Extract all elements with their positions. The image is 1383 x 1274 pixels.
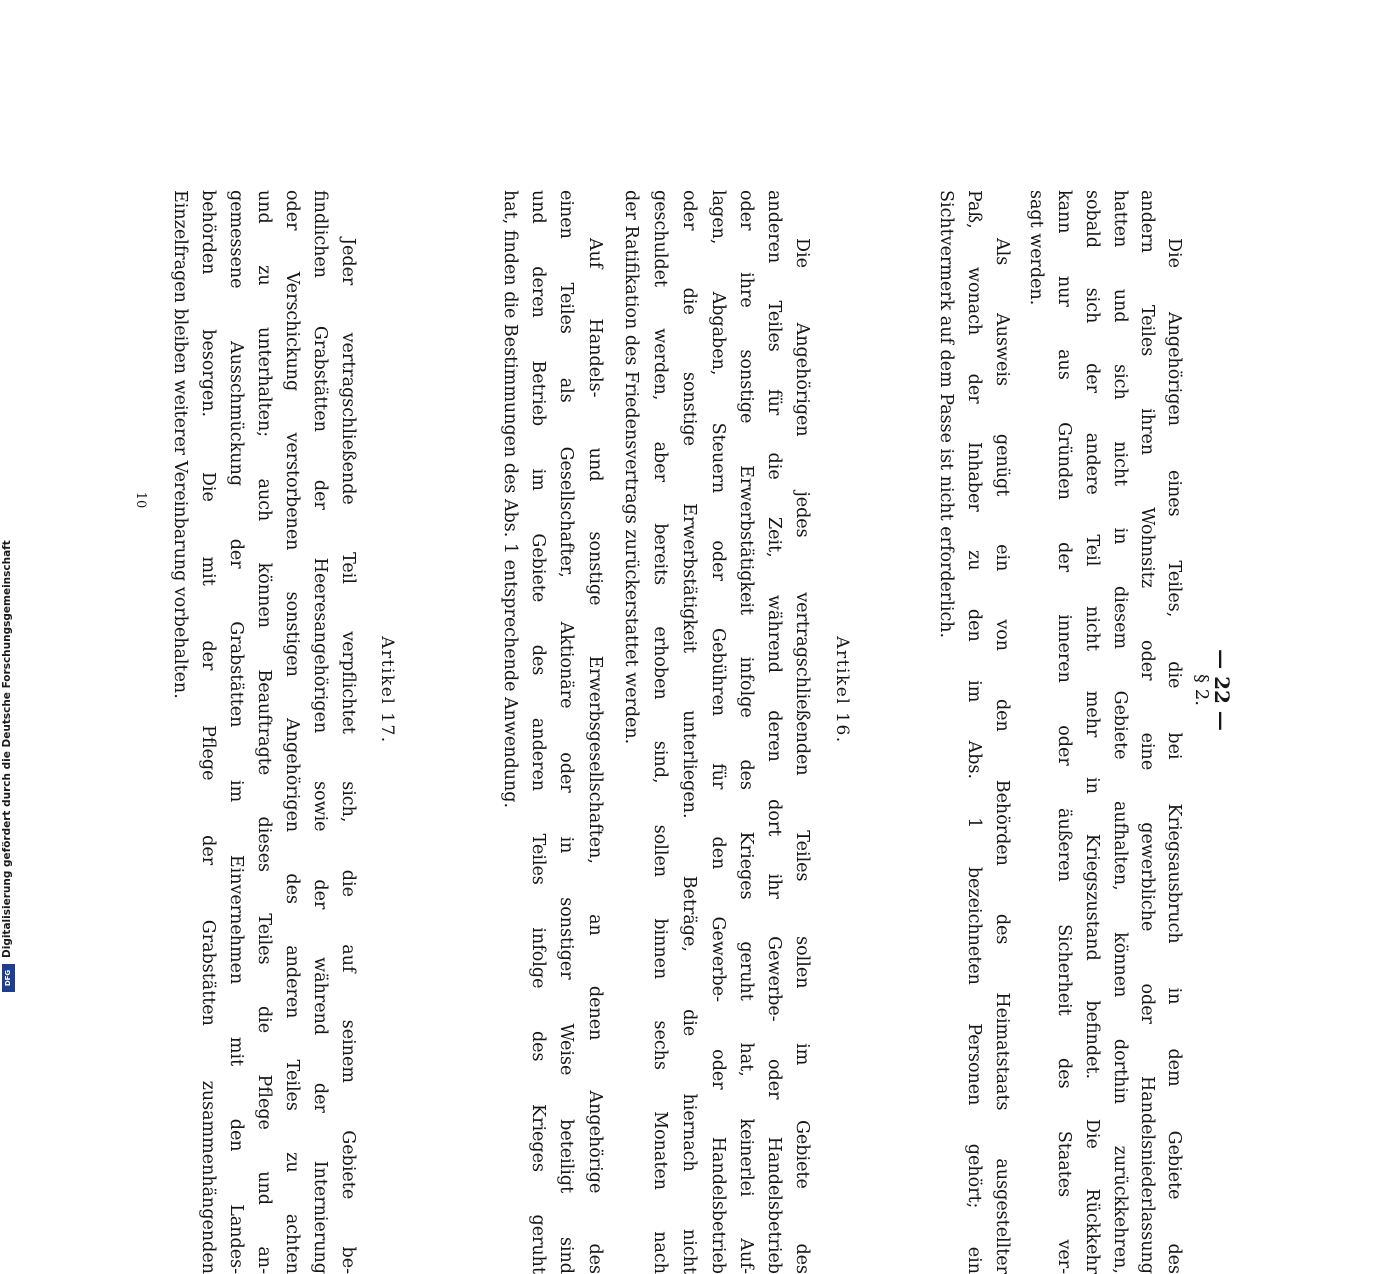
paragraph-line: geschuldet werden, aber bereits erhoben sind, sollen binnen sechs Monaten nach xyxy=(650,190,670,1274)
paragraph-line: Die Angehörigen jedes vertragschließenden Teiles sollen im Gebiete des xyxy=(792,238,812,1274)
paragraph-line: Einzelfragen bleiben weiterer Vereinbarung vorbehalten. xyxy=(170,190,190,699)
paragraph-line: Jeder vertragschließende Teil verpflichtet sich, die auf seinem Gebiete be- xyxy=(338,238,358,1274)
paragraph-line: einen Teiles als Gesellschafter, Aktionäre oder in sonstiger Weise beteiligt sind xyxy=(556,190,576,1274)
paragraph-line: gemessene Ausschmückung der Grabstätten im Einvernehmen mit den Landes- xyxy=(226,190,246,1274)
paragraph-line: andern Teiles ihren Wohnsitz oder eine gewerbliche oder Handelsniederlassung xyxy=(1137,190,1157,1274)
paragraph-line: oder ihre sonstige Erwerbstätigkeit infolge des Krieges geruht hat, keinerlei Auf- xyxy=(736,190,756,1274)
paragraph-line: anderen Teiles für die Zeit, während deren dort ihr Gewerbe- oder Handelsbetrieb xyxy=(764,190,784,1274)
paragraph-line: Auf Handels- und sonstige Erwerbsgesellschaften, an denen Angehörige des xyxy=(585,238,605,1274)
paragraph-line: hatten und sich nicht in diesem Gebiete aufhalten, können dorthin zurückkehren, xyxy=(1110,190,1130,1274)
paragraph-line: oder die sonstige Erwerbstätigkeit unterliegen. Beträge, die hiernach nicht xyxy=(679,190,699,1274)
paragraph-line: hat, finden die Bestimmungen des Abs. 1 entsprechende Anwendung. xyxy=(500,190,520,809)
paragraph-line: lagen, Abgaben, Steuern oder Gebühren für den Gewerbe- oder Handelsbetrieb xyxy=(708,190,728,1274)
dfg-logo: DFG xyxy=(2,964,15,992)
paragraph-line: kann nur aus Gründen der inneren oder äußeren Sicherheit des Staates ver- xyxy=(1054,190,1074,1274)
paragraph-line: Die Angehörigen eines Teiles, die bei Kriegsausbruch in dem Gebiete des xyxy=(1164,238,1184,1274)
paragraph-line: sagt werden. xyxy=(1026,190,1046,306)
article-heading: Artikel 17. xyxy=(377,636,397,744)
paragraph-line: der Ratifikation des Friedensvertrags zurückerstattet werden. xyxy=(621,190,641,745)
paragraph-line: Sichtvermerk auf dem Passe ist nicht erforderlich. xyxy=(936,190,956,639)
section-heading: § 2. xyxy=(1191,674,1212,706)
paragraph-line: oder Verschickung verstorbenen sonstigen Angehörigen des anderen Teiles zu achten xyxy=(282,190,302,1274)
article-heading: Artikel 16. xyxy=(832,636,852,744)
digitization-credit-bar xyxy=(0,0,18,1000)
signature-mark: 10 xyxy=(133,491,148,509)
paragraph-line: und zu unterhalten; auch können Beauftragte dieses Teiles die Pflege und an- xyxy=(254,190,274,1274)
page-number: — 22 — xyxy=(1210,649,1234,731)
paragraph-line: behörden besorgen. Die mit der Pflege der Grabstätten zusammenhängenden xyxy=(198,190,218,1274)
paragraph-line: Paß, wonach der Inhaber zu den im Abs. 1 bezeichneten Personen gehört; ein xyxy=(964,190,984,1274)
paragraph-line: Als Ausweis genügt ein von den Behörden des Heimatstaats ausgestellter xyxy=(992,238,1012,1274)
paragraph-line: findlichen Grabstätten der Heeresangehörigen sowie der während der Internierung xyxy=(310,190,330,1274)
paragraph-line: und deren Betrieb im Gebiete des anderen Teiles infolge des Krieges geruht xyxy=(528,190,548,1274)
paragraph-line: sobald sich der andere Teil nicht mehr in Kriegszustand befindet. Die Rückkehr xyxy=(1082,190,1102,1274)
rotated-document-page xyxy=(120,150,1240,1274)
credit-text: Digitalisierung gefördert durch die Deutsche Forschungsgemeinschaft xyxy=(1,540,13,958)
